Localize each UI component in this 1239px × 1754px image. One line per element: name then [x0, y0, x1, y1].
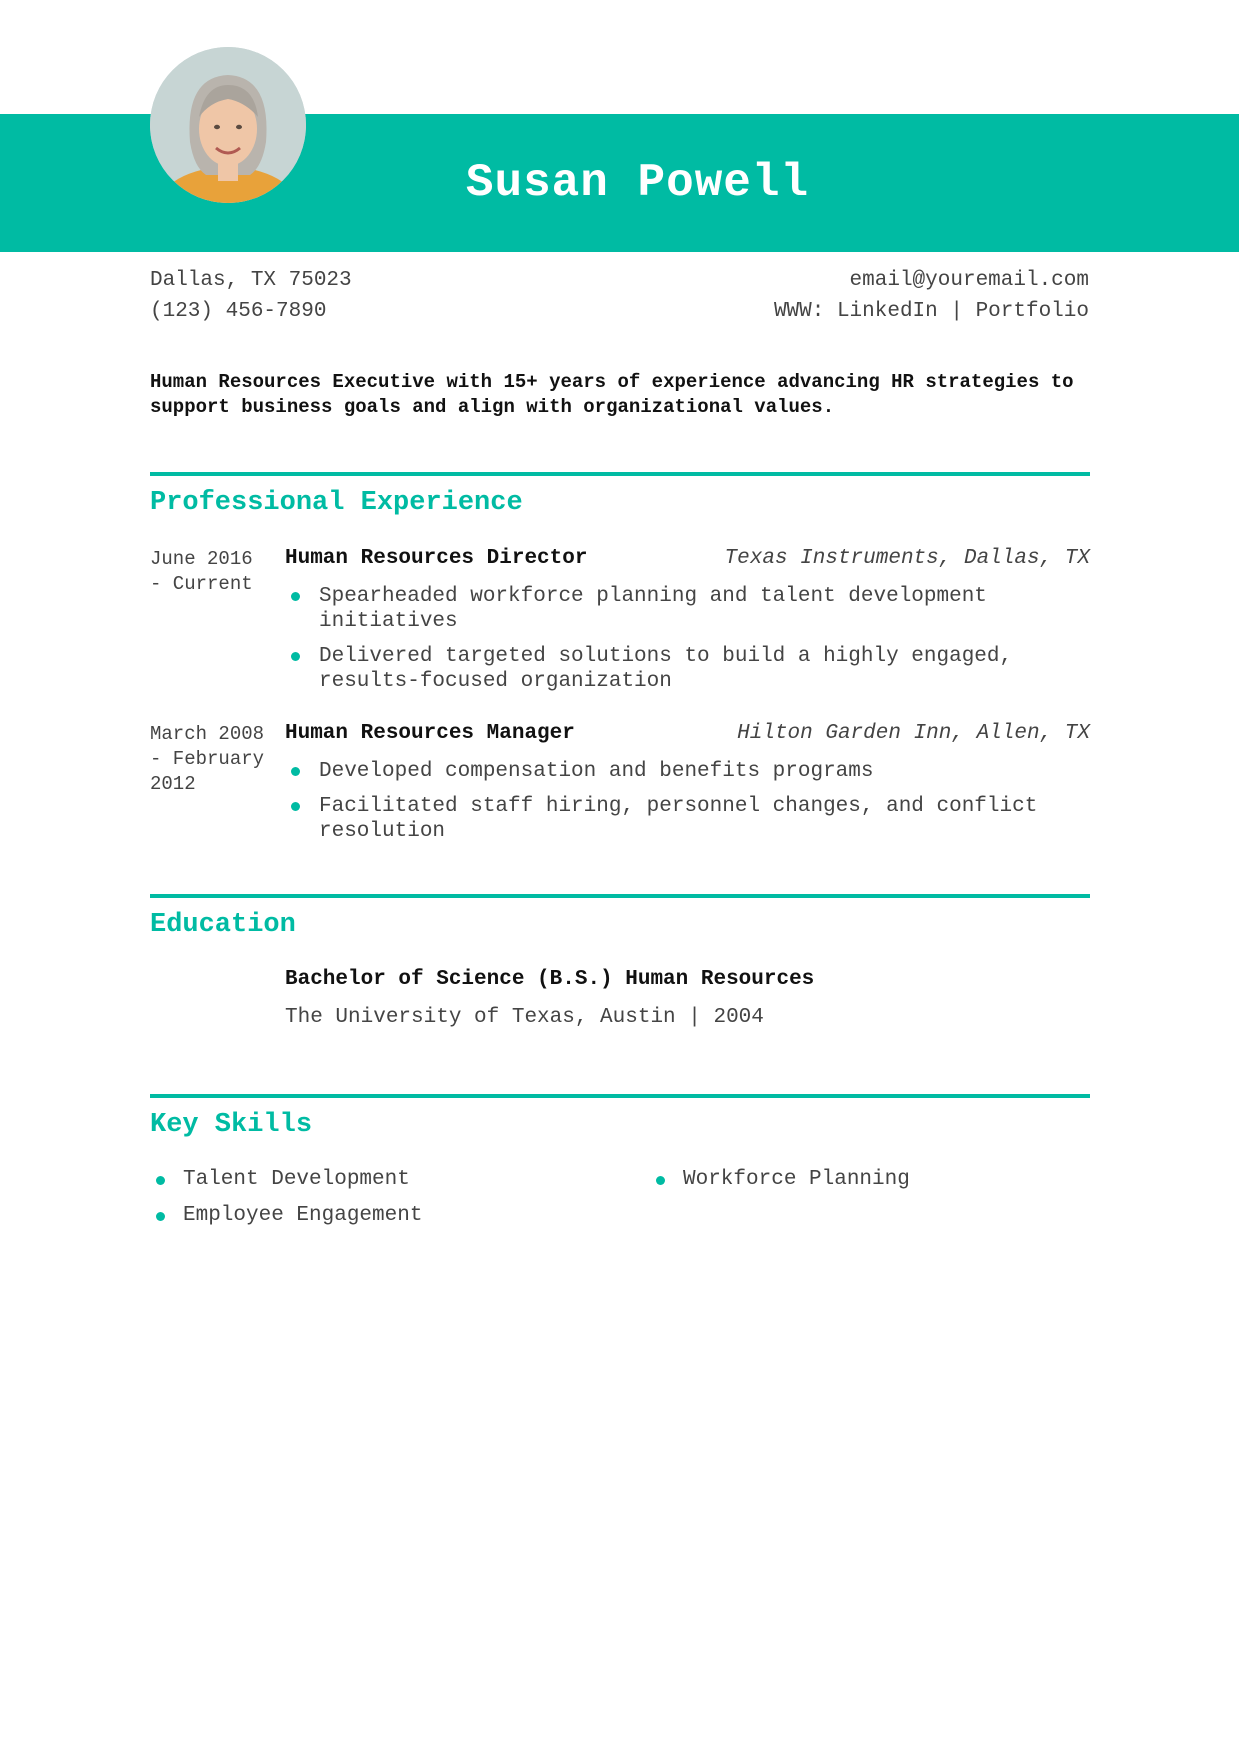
section-divider — [150, 894, 1090, 898]
list-item: Spearheaded workforce planning and talent development initiatives — [285, 584, 1090, 634]
candidate-name: Susan Powell — [465, 157, 810, 209]
list-item: Employee Engagement — [150, 1204, 422, 1227]
email[interactable]: email@youremail.com — [849, 269, 1089, 292]
education-school: The University of Texas, Austin | 2004 — [285, 1006, 764, 1029]
skills-heading: Key Skills — [150, 1110, 313, 1140]
experience-heading: Professional Experience — [150, 488, 523, 518]
bullet-dot-icon — [291, 767, 300, 776]
profile-photo-icon — [150, 47, 306, 203]
list-item: Developed compensation and benefits programs — [285, 759, 1090, 784]
contact-right — [774, 265, 1089, 327]
list-item: Facilitated staff hiring, personnel changes, and conflict resolution — [285, 794, 1090, 844]
phone: (123) 456-7890 — [150, 300, 327, 323]
web-links[interactable]: WWW: LinkedIn | Portfolio — [773, 300, 1089, 323]
job-bullets — [285, 584, 1090, 704]
education-heading: Education — [150, 910, 296, 940]
job-company: Texas Instruments, Dallas, TX — [724, 547, 1090, 570]
list-item: Delivered targeted solutions to build a highly engaged, results-focused organization — [285, 644, 1090, 694]
bullet-dot-icon — [156, 1176, 165, 1185]
section-divider — [150, 472, 1090, 476]
bullet-dot-icon — [656, 1176, 665, 1185]
job-title: Human Resources Director — [285, 547, 588, 570]
job-company: Hilton Garden Inn, Allen, TX — [737, 722, 1090, 745]
bullet-dot-icon — [291, 802, 300, 811]
summary: Human Resources Executive with 15+ years of experience advancing HR strategies to support business goals and align with organizational values. — [150, 371, 1074, 418]
bullet-dot-icon — [291, 652, 300, 661]
bullet-dot-icon — [291, 592, 300, 601]
job-dates: March 2008 - February 2012 — [150, 723, 265, 795]
section-divider — [150, 1094, 1090, 1098]
contact-left — [150, 265, 352, 327]
profile-photo — [150, 47, 306, 203]
bullet-dot-icon — [156, 1212, 165, 1221]
address: Dallas, TX 75023 — [150, 269, 352, 292]
job-dates: June 2016 - Current — [150, 548, 253, 595]
job-bullets — [285, 759, 1090, 854]
job-title: Human Resources Manager — [285, 722, 575, 745]
education-degree: Bachelor of Science (B.S.) Human Resources — [285, 968, 815, 991]
list-item: Workforce Planning — [650, 1168, 910, 1191]
list-item: Talent Development — [150, 1168, 410, 1191]
